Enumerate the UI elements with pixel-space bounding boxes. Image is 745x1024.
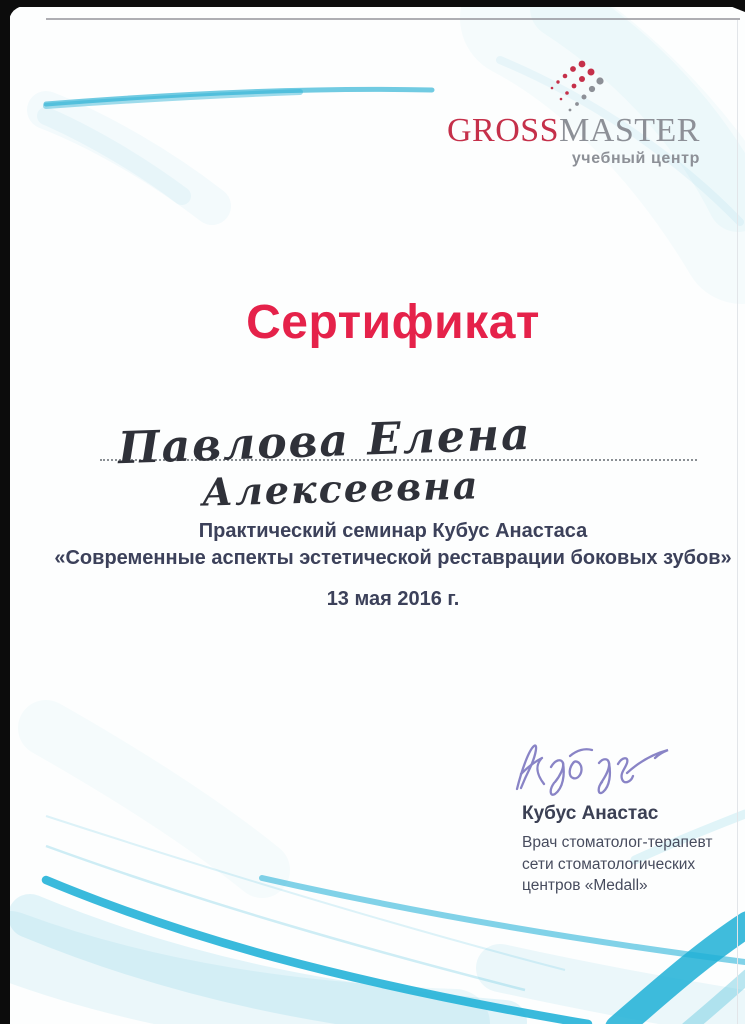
signer-role-line3: центров «Medall»: [522, 877, 648, 894]
scan-corner-white: [9, 6, 61, 58]
signer-role-line2: сети стоматологических: [522, 855, 696, 873]
event-line1: Практический семинар Кубус Анастаса: [198, 520, 588, 542]
recipient-name-line2: Алексеевна: [201, 462, 480, 515]
signer-block: [522, 803, 713, 897]
logo-brand-master: MASTER: [559, 112, 700, 149]
logo-subtitle: учебный центр: [571, 150, 700, 167]
recipient-name-line1: Павлова Елена: [117, 408, 533, 475]
signer-role-line1: Врач стоматолог-терапевт: [522, 834, 713, 851]
event-date: 13 мая 2016 г.: [326, 588, 460, 610]
signature-scribble: [505, 733, 685, 803]
page-top-edge: [46, 18, 740, 20]
signer-name: Кубус Анастас: [522, 803, 659, 824]
event-line2: «Современные аспекты эстетической реставрации боковых зубов»: [54, 547, 732, 569]
grossmaster-logo: [447, 58, 700, 168]
logo-brand-text: [447, 114, 700, 148]
grossmaster-dots-icon: [544, 58, 614, 114]
scan-border-left: [0, 0, 10, 1024]
event-description: [46, 518, 740, 572]
certificate-title: Сертификат: [246, 296, 540, 349]
logo-brand-gross: GROSS: [446, 112, 560, 149]
scan-border-top: [0, 0, 745, 7]
